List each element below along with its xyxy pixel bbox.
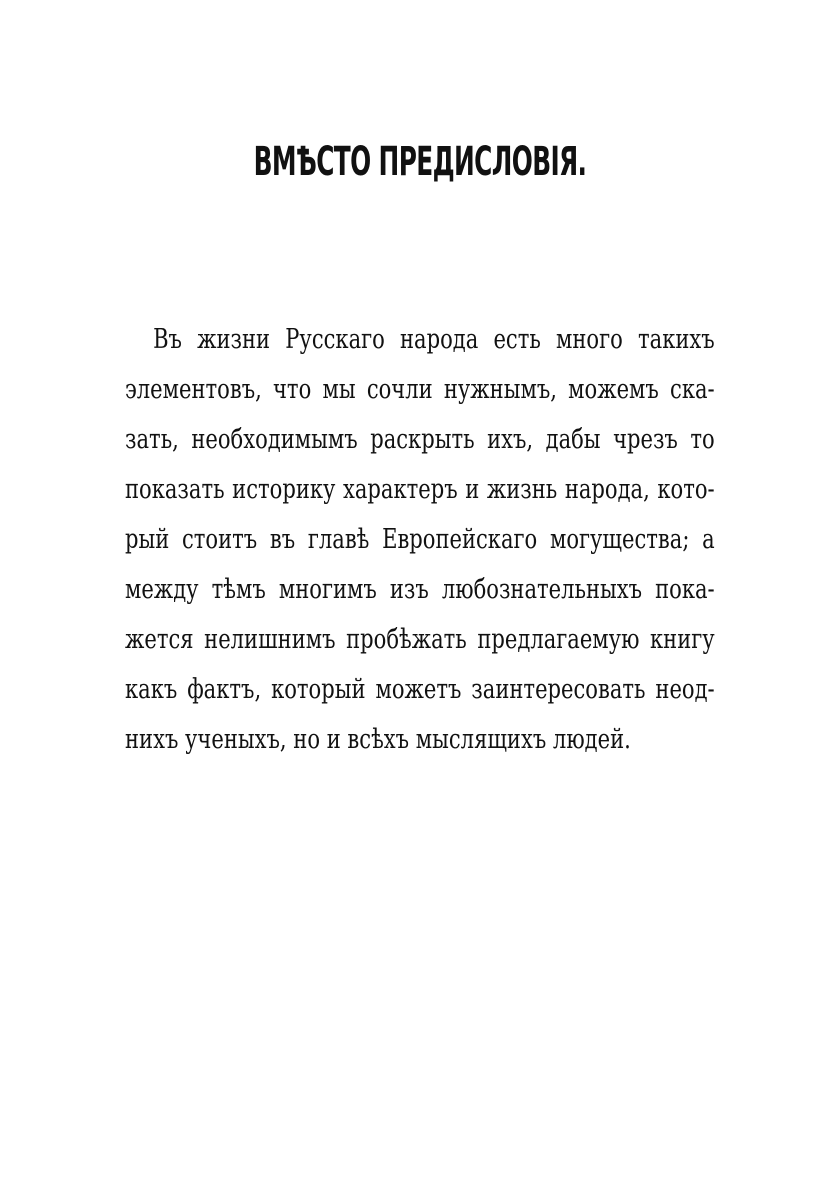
text-line-6: между тѣмъ многимъ изъ любознательныхъ пока- [125, 574, 715, 605]
text-line-2: элементовъ, что мы сочли нужнымъ, можемъ ска- [125, 374, 715, 405]
page-title: ВМѢСТО ПРЕДИСЛОВIЯ. [253, 139, 587, 185]
text-line-4: показать историку характеръ и жизнь народа, кото- [125, 474, 715, 505]
text-line-3: зать, необходимымъ раскрыть ихъ, дабы чрезъ то [125, 424, 715, 455]
text-line-7: жется нелишнимъ пробѣжать предлагаемую книгу [125, 624, 715, 655]
text-line-1: Въ жизни Русскаго народа есть много такихъ [153, 324, 715, 355]
body-paragraph [125, 315, 715, 765]
text-line-9: нихъ ученыхъ, но и всѣхъ мыслящихъ людей. [125, 724, 631, 755]
text-line-8: какъ фактъ, который можетъ заинтересовать неод- [125, 674, 715, 705]
text-line-5: рый стоитъ въ главѣ Европейскаго могущества; а [125, 524, 715, 555]
